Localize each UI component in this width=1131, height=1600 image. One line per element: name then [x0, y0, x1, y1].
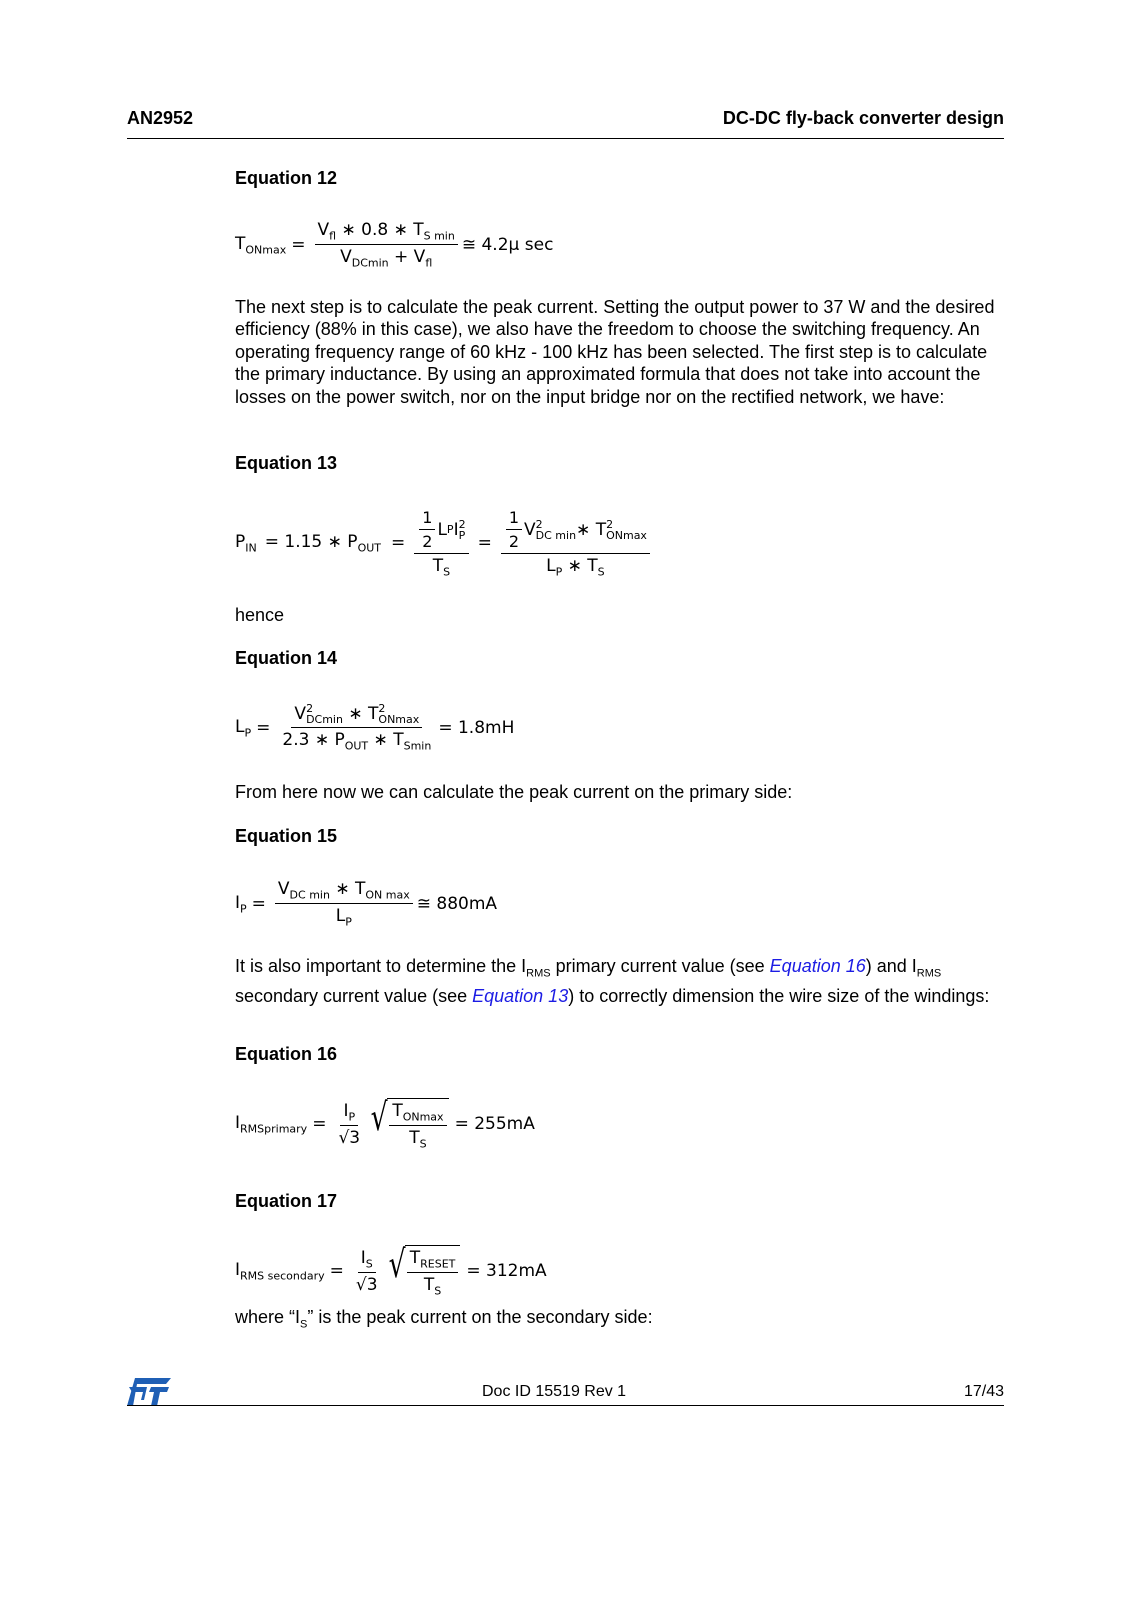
- equation-15-label: Equation 15: [235, 826, 338, 846]
- st-logo: [127, 1378, 171, 1411]
- header-rule: [127, 138, 1004, 139]
- equation-12-label: Equation 12: [235, 168, 338, 188]
- square-root-17: √ $\frac{T_{RESET}}{T_S}$: [385, 1245, 461, 1298]
- equation-16-label: Equation 16: [235, 1044, 338, 1064]
- equation-16: $I_{RMSprimary}$ = $\frac{I_P}{√3}$ √ $\frac{T_{ONmax}}{T_S}$ = 255mA: [235, 1095, 535, 1151]
- paragraph-secondary-peak: where “$I_S$” is the peak current on the secondary side:: [235, 1307, 653, 1331]
- header-doc-id: AN2952: [127, 108, 194, 128]
- equation-13: $P_{IN}$ = 1.15 ∗ $P_{OUT}$ = $\frac{1}{2}$ L P I 2 P $T_S$ = $\frac{1}{2}$ V 2 DC min ∗ T 2 ONmax $L_P$ ∗ $T_S$: [235, 508, 654, 578]
- equation-17-label: Equation 17: [235, 1191, 338, 1211]
- footer-page-number: 17/43: [963, 1383, 1004, 1400]
- equation-14: $L_P$ = V 2 DCmin ∗ T 2 ONmax 2.3 ∗ $P_{OUT}$ ∗ $T_{Smin}$ = 1.8mH: [235, 702, 515, 753]
- header-section-title: DC-DC fly-back converter design: [722, 108, 1004, 128]
- paragraph-rms-current: It is also important to determine the $I_{RMS}$ primary current value (see Equation 16) and $I_{RMS}$ secondary current value (see Equation 13) to correctly dimension the wire size of the windings:: [235, 956, 990, 1006]
- paragraph-hence: hence: [235, 605, 285, 625]
- equation-13-label: Equation 13: [235, 453, 338, 473]
- link-equation-13[interactable]: Equation 13: [472, 986, 569, 1006]
- paragraph-primary-side: From here now we can calculate the peak current on the primary side:: [235, 782, 793, 802]
- square-root-16: √ $\frac{T_{ONmax}}{T_S}$: [367, 1098, 448, 1151]
- equation-17: $I_{RMS secondary}$ = $\frac{I_S}{√3}$ √ $\frac{T_{RESET}}{T_S}$ = 312mA: [235, 1242, 547, 1298]
- paragraph-peak-current: The next step is to calculate the peak current. Setting the output power to 37 W and the desired efficiency (88% in this case), we also have the freedom to choose the switching frequency. An operating frequency range of 60 kHz - 100 kHz has been selected. The first step is to calculate the primary inductance. By using an approximated formula that does not take into account the losses on the power switch, nor on the input bridge nor on the rectified network, we have:: [235, 297, 995, 407]
- equation-15: $I_P$ = $\frac{V_{DC min} ∗ T_{ON max}}{L_P}$ ≅ 880mA: [235, 879, 498, 929]
- footer-doc-id: Doc ID 15519 Rev 1: [482, 1383, 627, 1400]
- equation-14-label: Equation 14: [235, 648, 338, 668]
- link-equation-16[interactable]: Equation 16: [769, 956, 866, 976]
- equation-12: $T_{ONmax}$ = $\frac{V_{fl} ∗ 0.8 ∗ T_{S min}}{V_{DCmin} + V_{fl}}$ ≅ 4.2μ sec: [235, 220, 554, 270]
- footer-rule: [127, 1405, 1004, 1406]
